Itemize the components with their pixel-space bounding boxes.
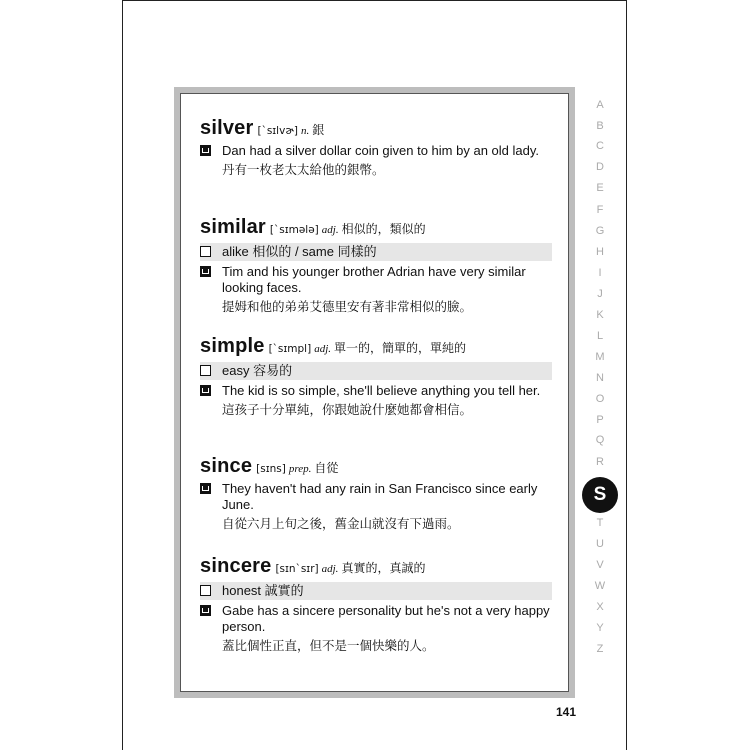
index-letter-y[interactable]: Y (596, 622, 604, 634)
entry-head (200, 117, 552, 140)
example-translation: 蓋比個性正直，但不是一個快樂的人。 (222, 638, 435, 653)
index-letter-p[interactable]: P (596, 414, 604, 426)
entry-sincere (200, 555, 552, 655)
part-of-speech: n. (301, 125, 310, 137)
index-letter-u[interactable]: U (596, 538, 604, 550)
example-text: The kid is so simple, she'll believe anything you tell her. (222, 383, 541, 398)
index-letter-o[interactable]: O (595, 393, 605, 405)
phonetic: [sɪns] (256, 463, 286, 475)
headword: silver (200, 117, 254, 139)
example-text: Gabe has a sincere personality but he's not a very happy person. (222, 603, 550, 634)
example-translation: 丹有一枚老太太給他的銀幣。 (222, 162, 385, 177)
headword: simple (200, 335, 265, 357)
definition: 銀 (312, 123, 325, 137)
headword: since (200, 455, 253, 477)
synonym-text: honest 誠實的 (222, 583, 304, 598)
example-row (200, 143, 552, 159)
phonetic: [sɪnˋsɪr] (275, 563, 319, 575)
synonym-icon (200, 246, 211, 257)
part-of-speech: adj. (321, 563, 339, 575)
index-letter-f[interactable]: F (596, 204, 604, 216)
index-letter-e[interactable]: E (596, 182, 604, 194)
entry-simple (200, 335, 552, 419)
part-of-speech: adj. (314, 343, 332, 355)
example-icon (200, 605, 211, 616)
phonetic: [ˋsɪlvɚ] (257, 125, 299, 137)
index-letter-q[interactable]: Q (595, 434, 605, 446)
page-number: 141 (556, 705, 577, 719)
example-translation: 提姆和他的弟弟艾德里安有著非常相似的臉。 (222, 299, 473, 314)
synonym-row (200, 243, 552, 261)
example-row (200, 481, 552, 513)
index-letter-m[interactable]: M (595, 351, 605, 363)
index-letter-c[interactable]: C (596, 140, 604, 152)
index-letter-g[interactable]: G (595, 225, 605, 237)
index-letter-h[interactable]: H (596, 246, 604, 258)
synonym-icon (200, 365, 211, 376)
index-letter-a[interactable]: A (596, 99, 604, 111)
index-letter-k[interactable]: K (596, 309, 604, 321)
example-icon (200, 266, 211, 277)
index-letter-v[interactable]: V (596, 559, 604, 571)
phonetic: [ˋsɪmpl] (268, 343, 312, 355)
index-letter-i[interactable]: I (598, 267, 602, 279)
part-of-speech: adj. (321, 224, 339, 236)
example-row (200, 264, 552, 296)
entry-head (200, 555, 552, 578)
example-row (200, 383, 552, 399)
headword: similar (200, 216, 266, 238)
index-letter-x[interactable]: X (596, 601, 604, 613)
index-letter-s-active[interactable]: S (582, 477, 618, 513)
example-text: They haven't had any rain in San Francisco since early June. (222, 481, 538, 512)
example-text: Dan had a silver dollar coin given to him by an old lady. (222, 143, 539, 158)
example-translation: 這孩子十分單純，你跟她說什麼她都會相信。 (222, 402, 473, 417)
index-letter-r[interactable]: R (596, 456, 604, 468)
index-letter-n[interactable]: N (596, 372, 604, 384)
synonym-icon (200, 585, 211, 596)
entry-similar (200, 216, 552, 316)
example-icon (200, 145, 211, 156)
definition: 自從 (314, 461, 339, 475)
entry-since (200, 455, 552, 533)
definition: 單一的，簡單的，單純的 (334, 341, 467, 355)
entry-head (200, 335, 552, 358)
index-letter-j[interactable]: J (597, 288, 603, 300)
synonym-row (200, 582, 552, 600)
index-letter-w[interactable]: W (594, 580, 606, 592)
definition: 相似的，類似的 (341, 222, 426, 236)
index-letter-l[interactable]: L (596, 330, 604, 342)
index-letter-b[interactable]: B (596, 120, 604, 132)
synonym-text: easy 容易的 (222, 363, 293, 378)
index-letter-d[interactable]: D (596, 161, 604, 173)
synonym-row (200, 362, 552, 380)
index-letter-z[interactable]: Z (596, 643, 604, 655)
index-letter-t[interactable]: T (596, 517, 604, 529)
entry-head (200, 216, 552, 239)
example-icon (200, 483, 211, 494)
headword: sincere (200, 555, 272, 577)
entry-silver (200, 117, 552, 179)
example-translation: 自從六月上旬之後，舊金山就沒有下過雨。 (222, 516, 460, 531)
part-of-speech: prep. (288, 463, 312, 475)
example-text: Tim and his younger brother Adrian have very similar looking faces. (222, 264, 526, 295)
entry-head (200, 455, 552, 478)
synonym-text: alike 相似的 / same 同樣的 (222, 244, 377, 259)
example-row (200, 603, 552, 635)
phonetic: [ˋsɪmələ] (269, 224, 319, 236)
definition: 真實的，真誠的 (341, 561, 426, 575)
example-icon (200, 385, 211, 396)
